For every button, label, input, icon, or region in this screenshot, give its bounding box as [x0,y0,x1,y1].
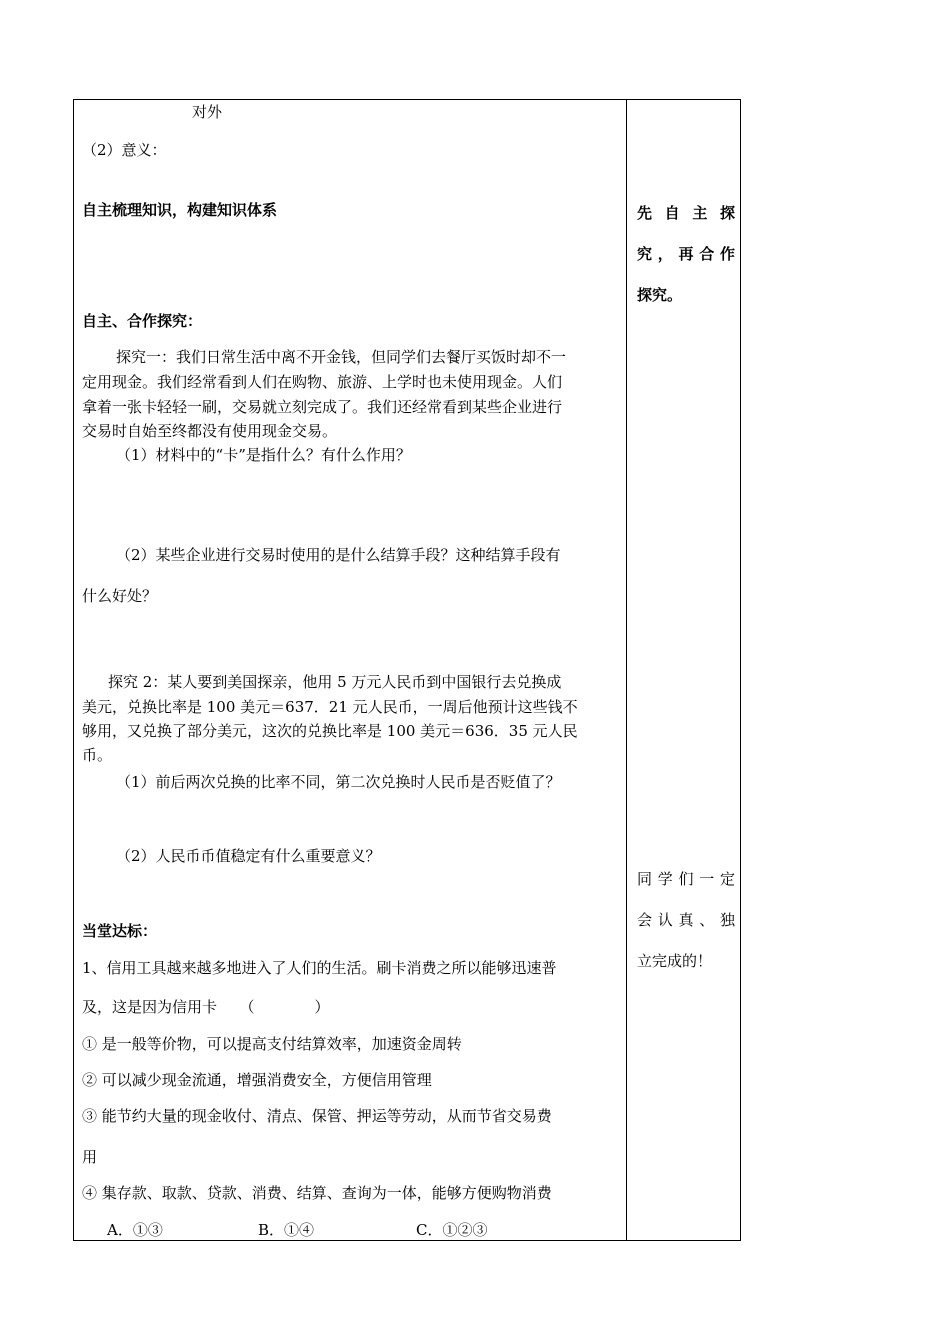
side-note-practice-line-2: 会认真、独 [637,911,735,929]
explore2-line-4: 币。 [82,746,113,764]
explore1-question-2b: 什么好处？ [82,587,158,605]
option-4: ④ 集存款、取款、贷款、消费、结算、查询为一体，能够方便购物消费 [82,1184,552,1202]
side-note-explore [637,203,735,326]
side-note-practice-line-1: 同学们一定 [637,870,735,888]
side-note-explore-line-2: 究，再合作 [637,245,735,263]
practice-question-1a: 1、信用工具越来越多地进入了人们的生活。刷卡消费之所以能够迅速普 [82,959,557,977]
explore2-line-3: 够用，又兑换了部分美元，这次的兑换比率是 100 美元＝636．35 元人民 [82,722,578,740]
explore2-line-1: 探究 2：某人要到美国探亲，他用 5 万元人民币到中国银行去兑换成 [108,673,562,691]
heading-explore: 自主、合作探究： [82,312,203,330]
option-1: ① 是一般等价物，可以提高支付结算效率，加速资金周转 [82,1035,462,1053]
choice-b: B．①④ [258,1221,315,1239]
choice-a: A．①③ [107,1221,163,1239]
choice-c: C．①②③ [416,1221,488,1239]
heading-knowledge: 自主梳理知识，构建知识体系 [82,201,278,219]
text-yiyi: （2）意义： [82,141,167,159]
heading-practice: 当堂达标： [82,922,158,940]
explore1-question-2a: （2）某些企业进行交易时使用的是什么结算手段？这种结算手段有 [116,546,561,564]
explore1-line-4: 交易时自始至终都没有使用现金交易。 [82,422,338,440]
explore1-question-1: （1）材料中的“卡”是指什么？有什么作用？ [116,446,411,464]
explore2-line-2: 美元，兑换比率是 100 美元＝637．21 元人民币，一周后他预计这些钱不 [82,698,578,716]
option-3a: ③ 能节约大量的现金收付、清点、保管、押运等劳动，从而节省交易费 [82,1107,552,1125]
column-divider [626,99,627,1241]
text-duiwai: 对外 [192,103,223,121]
explore1-line-1: 探究一：我们日常生活中离不开金钱，但同学们去餐厅买饭时却不一 [116,348,567,366]
side-note-practice-line-3: 立完成的！ [637,952,713,970]
side-note-explore-line-3: 探究。 [637,286,683,304]
explore1-line-3: 拿着一张卡轻轻一刷，交易就立刻完成了。我们还经常看到某些企业进行 [82,398,563,416]
explore2-question-1: （1）前后两次兑换的比率不同，第二次兑换时人民币是否贬值了？ [116,773,561,791]
explore1-line-2: 定用现金。我们经常看到人们在购物、旅游、上学时也未使用现金。人们 [82,373,563,391]
option-3b: 用 [82,1148,98,1166]
option-2: ② 可以减少现金流通，增强消费安全，方便信用管理 [82,1071,432,1089]
practice-question-1b: 及，这是因为信用卡 （ ） [82,998,330,1016]
side-note-practice [637,869,735,992]
side-note-explore-line-1: 先 自 主 探 [637,204,735,222]
explore2-question-2: （2）人民币币值稳定有什么重要意义？ [116,847,381,865]
